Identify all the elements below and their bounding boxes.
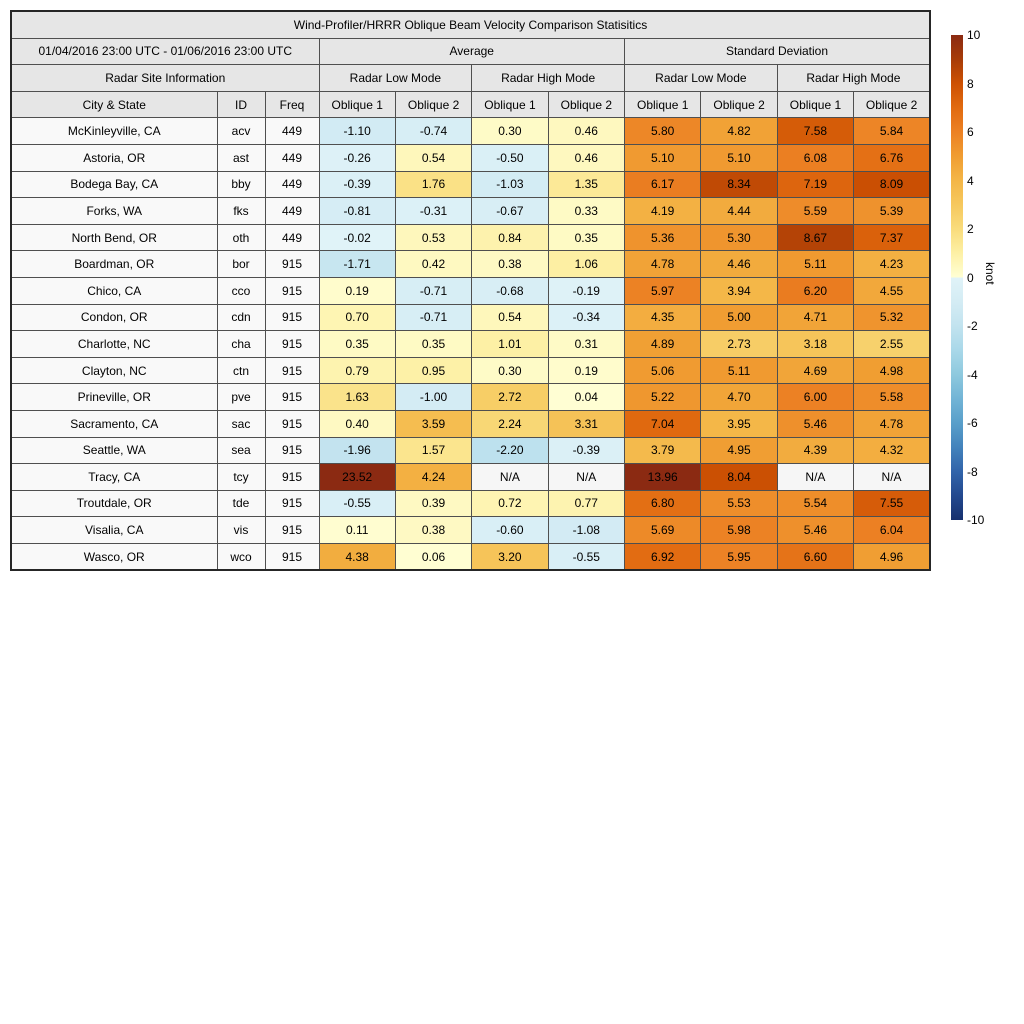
freq-cell: 915 [265,517,319,544]
value-cell: 4.70 [701,384,777,411]
freq-cell: 915 [265,357,319,384]
value-cell: -0.50 [472,144,548,171]
mode-header-low-avg: Radar Low Mode [319,65,472,92]
site-id-cell: ast [217,144,265,171]
value-cell: 5.10 [701,144,777,171]
city-cell: Tracy, CA [11,464,217,491]
value-cell: 6.60 [777,543,853,570]
freq-cell: 449 [265,171,319,198]
value-cell: 3.95 [701,410,777,437]
value-cell: 4.35 [625,304,701,331]
value-cell: 5.39 [854,198,930,225]
value-cell: -0.60 [472,517,548,544]
value-cell: -2.20 [472,437,548,464]
value-cell: 6.04 [854,517,930,544]
value-cell: N/A [472,464,548,491]
value-cell: -1.96 [319,437,395,464]
value-cell: 6.92 [625,543,701,570]
freq-cell: 915 [265,384,319,411]
value-cell: 4.19 [625,198,701,225]
value-cell: N/A [854,464,930,491]
colorbar-tick-label: 10 [967,28,981,42]
value-cell: 5.97 [625,277,701,304]
value-cell: 5.10 [625,144,701,171]
freq-cell: 915 [265,437,319,464]
city-cell: Visalia, CA [11,517,217,544]
value-cell: 5.30 [701,224,777,251]
value-cell: 5.95 [701,543,777,570]
mode-header-row [11,65,930,92]
table-row [11,118,930,145]
city-cell: Astoria, OR [11,144,217,171]
table-row [11,410,930,437]
value-cell: 0.19 [548,357,624,384]
site-id-cell: ctn [217,357,265,384]
value-cell: 4.78 [854,410,930,437]
value-cell: N/A [777,464,853,491]
value-cell: 5.84 [854,118,930,145]
value-cell: 0.35 [395,331,471,358]
value-cell: 4.98 [854,357,930,384]
value-cell: -1.03 [472,171,548,198]
colorbar [951,35,963,520]
value-cell: 0.35 [548,224,624,251]
value-cell: 0.04 [548,384,624,411]
value-cell: 4.38 [319,543,395,570]
value-cell: 4.44 [701,198,777,225]
site-id-cell: cdn [217,304,265,331]
value-cell: -1.71 [319,251,395,278]
table-row [11,437,930,464]
colorbar-tick-label: -4 [967,367,978,382]
value-cell: 2.72 [472,384,548,411]
site-id-cell: sac [217,410,265,437]
colorbar-tick-label: -10 [967,513,985,527]
table-row [11,251,930,278]
site-id-cell: acv [217,118,265,145]
site-id-cell: fks [217,198,265,225]
colorbar-tick-label: 4 [967,173,974,188]
value-cell: 0.79 [319,357,395,384]
freq-cell: 915 [265,277,319,304]
mode-header-high-avg: Radar High Mode [472,65,625,92]
value-cell: -0.39 [319,171,395,198]
value-cell: 0.38 [472,251,548,278]
table-row [11,357,930,384]
value-cell: 0.06 [395,543,471,570]
value-cell: 3.31 [548,410,624,437]
value-cell: -0.55 [548,543,624,570]
value-cell: -0.81 [319,198,395,225]
value-cell: 6.08 [777,144,853,171]
value-cell: 5.46 [777,410,853,437]
table-row [11,384,930,411]
value-cell: 5.98 [701,517,777,544]
colorbar-tick-label: 8 [967,76,974,91]
city-cell: Prineville, OR [11,384,217,411]
value-cell: 0.46 [548,144,624,171]
table-row [11,517,930,544]
site-id-cell: tcy [217,464,265,491]
value-cell: 0.11 [319,517,395,544]
value-cell: 5.59 [777,198,853,225]
value-cell: 0.40 [319,410,395,437]
freq-cell: 449 [265,224,319,251]
table-row [11,304,930,331]
city-cell: Forks, WA [11,198,217,225]
city-cell: Clayton, NC [11,357,217,384]
value-cell: 0.95 [395,357,471,384]
column-header-oblique: Oblique 1 [319,91,395,118]
value-cell: 0.35 [319,331,395,358]
value-cell: 0.53 [395,224,471,251]
value-cell: 2.73 [701,331,777,358]
value-cell: N/A [548,464,624,491]
value-cell: 4.95 [701,437,777,464]
value-cell: -0.55 [319,490,395,517]
column-header-row [11,91,930,118]
value-cell: 4.71 [777,304,853,331]
table-title: Wind-Profiler/HRRR Oblique Beam Velocity Comparison Statisitics [11,11,930,38]
value-cell: 4.24 [395,464,471,491]
site-id-cell: bby [217,171,265,198]
value-cell: 1.76 [395,171,471,198]
value-cell: 6.80 [625,490,701,517]
value-cell: 5.58 [854,384,930,411]
table-row [11,144,930,171]
table-row [11,224,930,251]
colorbar-tick-label: -8 [967,464,978,479]
value-cell: 4.69 [777,357,853,384]
value-cell: 4.39 [777,437,853,464]
value-cell: 6.00 [777,384,853,411]
site-id-cell: vis [217,517,265,544]
value-cell: 0.46 [548,118,624,145]
value-cell: 1.06 [548,251,624,278]
site-id-cell: sea [217,437,265,464]
value-cell: 4.32 [854,437,930,464]
group-header-row [11,38,930,65]
table-row [11,171,930,198]
city-cell: North Bend, OR [11,224,217,251]
title-row [11,11,930,38]
value-cell: 7.19 [777,171,853,198]
value-cell: 5.36 [625,224,701,251]
value-cell: 7.55 [854,490,930,517]
value-cell: 5.80 [625,118,701,145]
value-cell: 1.01 [472,331,548,358]
column-header-oblique: Oblique 2 [854,91,930,118]
value-cell: 8.34 [701,171,777,198]
value-cell: 5.11 [701,357,777,384]
value-cell: 3.94 [701,277,777,304]
value-cell: 6.17 [625,171,701,198]
value-cell: 5.11 [777,251,853,278]
city-cell: Bodega Bay, CA [11,171,217,198]
value-cell: -0.67 [472,198,548,225]
value-cell: 0.77 [548,490,624,517]
value-cell: 5.46 [777,517,853,544]
column-header-oblique: Oblique 1 [777,91,853,118]
site-info-header: Radar Site Information [11,65,319,92]
value-cell: 0.31 [548,331,624,358]
mode-header-low-std: Radar Low Mode [625,65,778,92]
value-cell: -0.34 [548,304,624,331]
value-cell: 0.42 [395,251,471,278]
value-cell: -0.19 [548,277,624,304]
value-cell: 4.46 [701,251,777,278]
value-cell: 0.30 [472,118,548,145]
value-cell: 1.63 [319,384,395,411]
site-id-cell: cha [217,331,265,358]
group-header-average: Average [319,38,625,65]
value-cell: -0.71 [395,277,471,304]
freq-cell: 449 [265,144,319,171]
value-cell: 7.58 [777,118,853,145]
freq-cell: 915 [265,251,319,278]
colorbar-tick-label: 0 [967,270,974,285]
site-id-cell: tde [217,490,265,517]
freq-cell: 915 [265,543,319,570]
column-header-oblique: Oblique 2 [548,91,624,118]
table-row [11,543,930,570]
city-cell: McKinleyville, CA [11,118,217,145]
value-cell: 4.78 [625,251,701,278]
value-cell: 4.23 [854,251,930,278]
column-header-oblique: Oblique 1 [625,91,701,118]
value-cell: 0.39 [395,490,471,517]
value-cell: 0.84 [472,224,548,251]
value-cell: 5.22 [625,384,701,411]
value-cell: 4.96 [854,543,930,570]
mode-header-high-std: Radar High Mode [777,65,930,92]
value-cell: 4.55 [854,277,930,304]
stats-table [10,10,931,571]
value-cell: 0.30 [472,357,548,384]
table-row [11,490,930,517]
value-cell: 7.04 [625,410,701,437]
column-header-oblique: Oblique 2 [701,91,777,118]
freq-cell: 915 [265,490,319,517]
value-cell: -1.10 [319,118,395,145]
value-cell: 5.06 [625,357,701,384]
city-cell: Chico, CA [11,277,217,304]
freq-cell: 915 [265,331,319,358]
value-cell: 1.35 [548,171,624,198]
freq-cell: 449 [265,118,319,145]
freq-cell: 915 [265,304,319,331]
freq-cell: 915 [265,410,319,437]
value-cell: 0.54 [472,304,548,331]
city-cell: Wasco, OR [11,543,217,570]
value-cell: -1.08 [548,517,624,544]
value-cell: 6.76 [854,144,930,171]
value-cell: 0.19 [319,277,395,304]
colorbar-unit-label: knot [983,262,997,285]
colorbar-tick-label: -6 [967,416,978,430]
table-row [11,198,930,225]
value-cell: 3.20 [472,543,548,570]
column-header-oblique: Oblique 2 [395,91,471,118]
column-header-city-state: City & State [11,91,217,118]
value-cell: 0.54 [395,144,471,171]
value-cell: 8.67 [777,224,853,251]
freq-cell: 449 [265,198,319,225]
value-cell: 5.00 [701,304,777,331]
value-cell: -0.71 [395,304,471,331]
colorbar-tick-label: 6 [967,125,974,139]
site-id-cell: oth [217,224,265,251]
city-cell: Condon, OR [11,304,217,331]
site-id-cell: cco [217,277,265,304]
value-cell: 5.53 [701,490,777,517]
site-id-cell: bor [217,251,265,278]
value-cell: 4.82 [701,118,777,145]
table-row [11,464,930,491]
site-id-cell: pve [217,384,265,411]
value-cell: 0.38 [395,517,471,544]
time-range: 01/04/2016 23:00 UTC - 01/06/2016 23:00 UTC [11,38,319,65]
city-cell: Seattle, WA [11,437,217,464]
value-cell: 7.37 [854,224,930,251]
column-header-id: ID [217,91,265,118]
value-cell: -0.68 [472,277,548,304]
value-cell: -0.31 [395,198,471,225]
city-cell: Charlotte, NC [11,331,217,358]
value-cell: 0.33 [548,198,624,225]
city-cell: Boardman, OR [11,251,217,278]
value-cell: 8.09 [854,171,930,198]
freq-cell: 915 [265,464,319,491]
value-cell: 3.18 [777,331,853,358]
value-cell: -0.26 [319,144,395,171]
group-header-standard-deviation: Standard Deviation [625,38,931,65]
colorbar-tick-label: 2 [967,222,974,236]
city-cell: Troutdale, OR [11,490,217,517]
value-cell: 8.04 [701,464,777,491]
site-id-cell: wco [217,543,265,570]
value-cell: 23.52 [319,464,395,491]
value-cell: -0.39 [548,437,624,464]
value-cell: 0.70 [319,304,395,331]
value-cell: 2.55 [854,331,930,358]
value-cell: 3.59 [395,410,471,437]
column-header-oblique: Oblique 1 [472,91,548,118]
table-row [11,277,930,304]
value-cell: -1.00 [395,384,471,411]
value-cell: 4.89 [625,331,701,358]
value-cell: 13.96 [625,464,701,491]
value-cell: 3.79 [625,437,701,464]
colorbar-tick-label: -2 [967,319,978,333]
value-cell: 5.54 [777,490,853,517]
value-cell: -0.02 [319,224,395,251]
city-cell: Sacramento, CA [11,410,217,437]
value-cell: 1.57 [395,437,471,464]
value-cell: 6.20 [777,277,853,304]
column-header-freq: Freq [265,91,319,118]
value-cell: -0.74 [395,118,471,145]
table-row [11,331,930,358]
value-cell: 5.32 [854,304,930,331]
value-cell: 0.72 [472,490,548,517]
value-cell: 2.24 [472,410,548,437]
value-cell: 5.69 [625,517,701,544]
